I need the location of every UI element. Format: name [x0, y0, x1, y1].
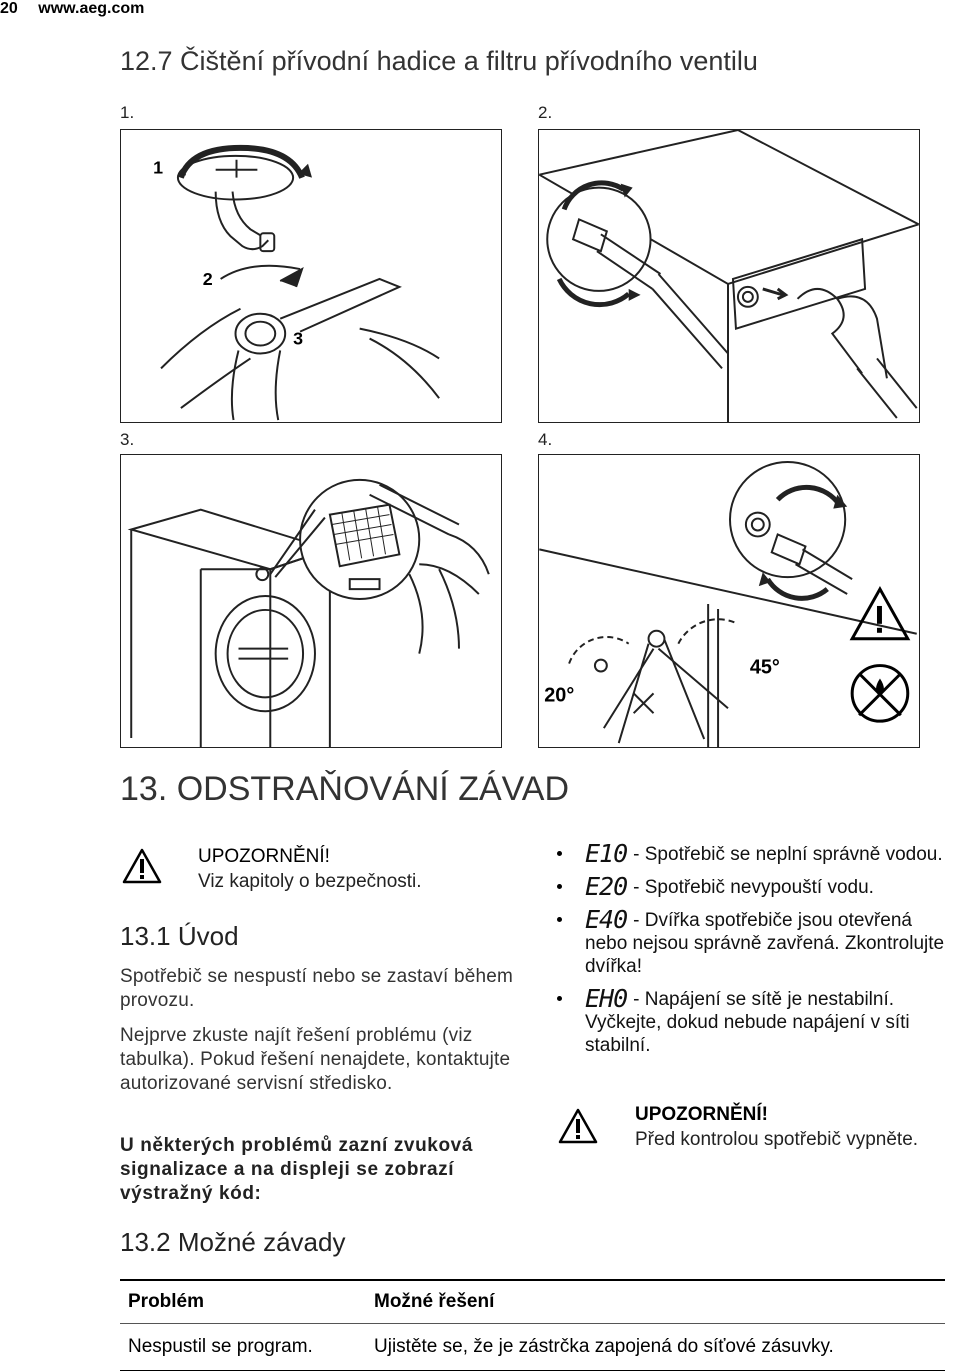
chapter-13-title: 13. ODSTRAŇOVÁNÍ ZÁVAD — [120, 770, 570, 808]
figure-4-angle-45: 45° — [749, 656, 780, 679]
figure-4-reconnect-hose — [538, 454, 920, 748]
warning-1-text: Viz kapitoly o bezpečnosti. — [198, 871, 422, 892]
header-url[interactable]: www.aeg.com — [38, 0, 145, 17]
error-code-description: - Napájení se sítě je nestabilní. Vyčkejte, dokud nebude napájení v síti stabilní. — [585, 989, 910, 1056]
error-code-description: - Dvířka spotřebiče jsou otevřená nebo nejsou správně zavřená. Zkontrolujte dvířka! — [585, 910, 945, 977]
bullet-icon — [557, 996, 562, 1001]
bullet-icon — [557, 851, 562, 856]
warning-triangle-icon — [122, 848, 162, 884]
figure-1-label-3: 3 — [293, 328, 304, 349]
figure-1-tap-filter-cleaning — [120, 129, 502, 423]
table-header-row — [120, 1280, 945, 1324]
table-header-solution: Možné řešení — [366, 1280, 945, 1324]
step-3-number: 3. — [120, 430, 135, 449]
table-row — [120, 1324, 945, 1371]
figure-1-label-1: 1 — [153, 157, 164, 178]
step-2-number: 2. — [538, 103, 553, 122]
warning-2-title: UPOZORNĚNÍ! — [635, 1104, 768, 1125]
section-12-7-title: 12.7 Čištění přívodní hadice a filtru přívodního ventilu — [120, 46, 758, 76]
step-1-number: 1. — [120, 103, 135, 122]
page-header — [0, 0, 144, 18]
warning-2-text: Před kontrolou spotřebič vypněte. — [635, 1129, 919, 1150]
intro-paragraph-1: Spotřebič se nespustí nebo se zastaví během provozu. — [120, 966, 514, 1011]
error-code-item — [555, 905, 950, 978]
bullet-icon — [557, 884, 562, 889]
error-code-description: - Spotřebič se neplní správně vodou. — [633, 844, 943, 865]
figure-4-illustration — [539, 455, 919, 747]
error-code: EH0 — [585, 984, 628, 1013]
intro-paragraph-warning-code: U některých problémů zazní zvuková signalizace a na displeji se zobrazí výstražný kód: — [120, 1135, 473, 1204]
error-code: E10 — [585, 839, 628, 868]
error-code-item — [555, 839, 950, 868]
figure-1-illustration — [121, 130, 501, 422]
figure-1-label-2: 2 — [202, 268, 213, 289]
figure-3-illustration — [121, 455, 501, 747]
section-13-2-title: 13.2 Možné závady — [120, 1227, 346, 1257]
error-code-item — [555, 984, 950, 1057]
warning-1-title: UPOZORNĚNÍ! — [198, 846, 330, 867]
intro-paragraph-2: Nejprve zkuste najít řešení problému (viz tabulka). Pokud řešení nenajdete, kontaktujte autorizované servisní středisko. — [120, 1025, 511, 1094]
error-code: E20 — [585, 872, 628, 901]
step-4-number: 4. — [538, 430, 553, 449]
error-code-item — [555, 872, 950, 901]
figure-4-angle-20: 20° — [544, 684, 575, 707]
error-code-description: - Spotřebič nevypouští vodu. — [633, 877, 874, 898]
table-cell-problem: Nespustil se program. — [120, 1324, 366, 1371]
warning-1-block — [122, 848, 162, 889]
error-code-list — [555, 839, 950, 1066]
error-code: E40 — [585, 905, 628, 934]
figure-2-remove-inlet-hose — [538, 129, 920, 423]
figure-3-clean-valve-filter — [120, 454, 502, 748]
figure-2-illustration — [539, 130, 919, 422]
section-13-1-title: 13.1 Úvod — [120, 921, 239, 951]
warning-triangle-icon — [558, 1108, 598, 1144]
table-cell-solution: Ujistěte se, že je zástrčka zapojená do síťové zásuvky. — [366, 1324, 945, 1371]
page-number: 20 — [0, 0, 18, 17]
warning-2-block — [558, 1108, 598, 1149]
table-header-problem: Problém — [120, 1280, 366, 1324]
bullet-icon — [557, 917, 562, 922]
possible-faults-table — [120, 1279, 945, 1371]
